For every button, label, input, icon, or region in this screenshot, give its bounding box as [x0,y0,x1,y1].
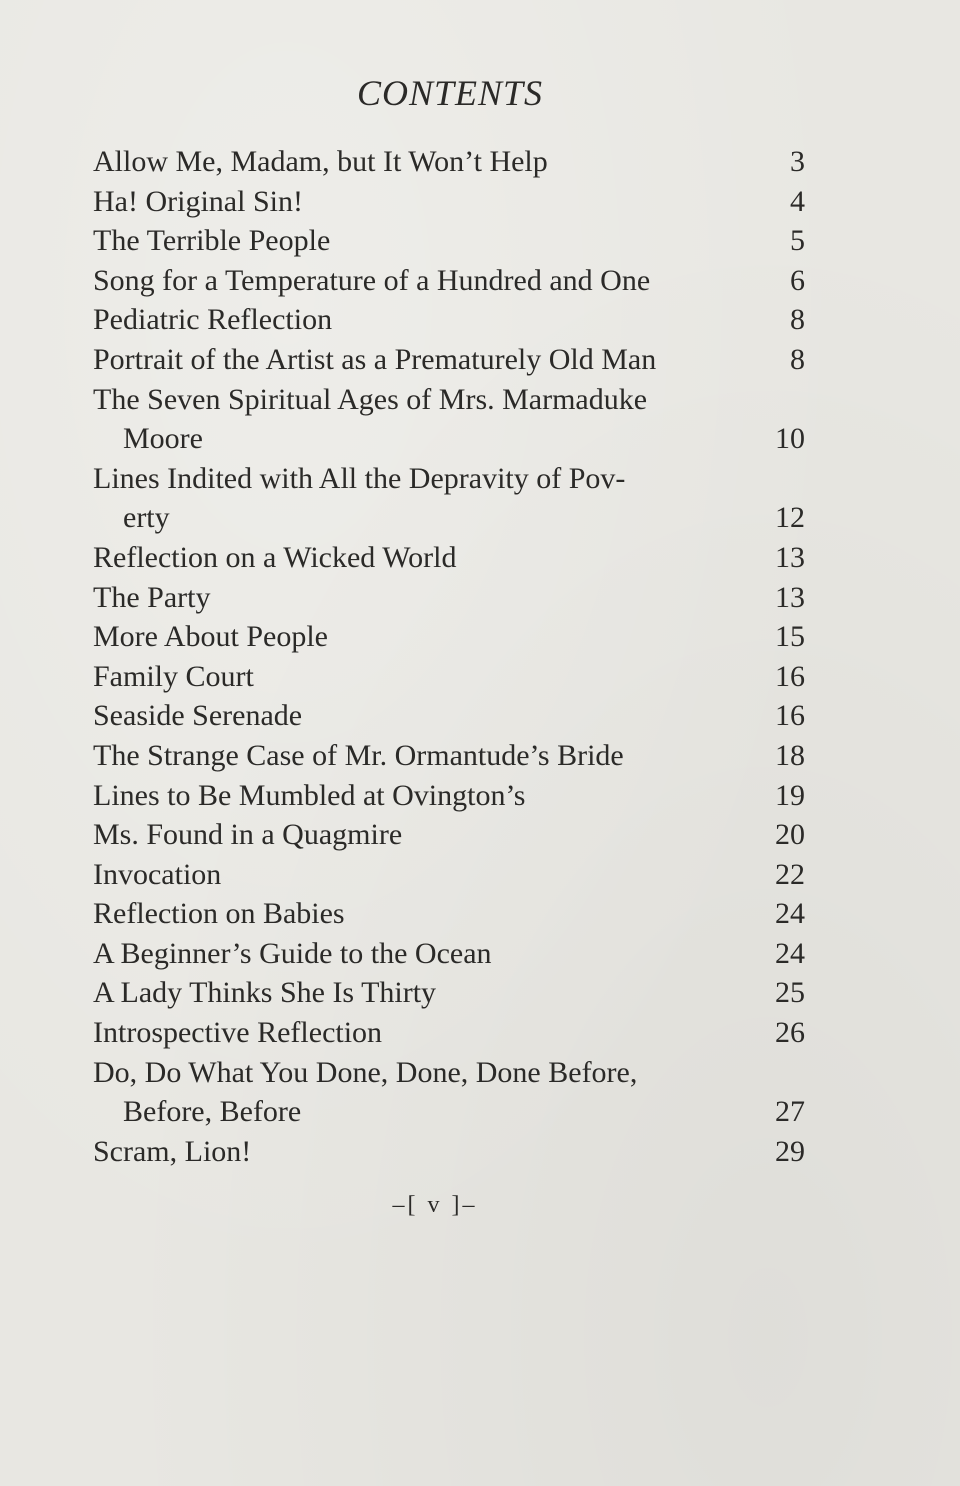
toc-entry-title: Portrait of the Artist as a Prematurely Old Man [93,342,657,376]
toc-entry-title: Do, Do What You Done, Done, Done Before, [93,1055,638,1089]
toc-entry [93,221,805,261]
toc-entry-page-number: 27 [775,1095,805,1129]
toc-entry-title: Reflection on a Wicked World [93,540,457,574]
toc-entry-title: Pediatric Reflection [93,303,333,337]
toc-entry-page-number: 13 [775,540,805,574]
toc-entry [93,776,805,816]
toc-entry-page-number: 16 [775,659,805,693]
toc-entry-page-number: 4 [790,184,805,218]
toc-entry-page-number: 19 [775,778,805,812]
toc-entry-page-number: 13 [775,580,805,614]
toc-entry-page-number: 15 [775,620,805,654]
toc-entry-title: Seaside Serenade [93,699,303,733]
toc-entry [93,736,805,776]
toc-entry-page-number: 6 [790,263,805,297]
toc-entry-title: The Terrible People [93,224,331,258]
toc-entry-title: Lines Indited with All the Depravity of Pov- [93,461,626,495]
toc-entry-page-number: 26 [775,1016,805,1050]
toc-entry-page-number: 22 [775,857,805,891]
toc-entry [93,142,805,182]
toc-entry-title: Lines to Be Mumbled at Ovington’s [93,778,526,812]
toc-entry-page-number: 8 [790,303,805,337]
toc-entry [93,696,805,736]
table-of-contents [93,142,805,1171]
toc-entry-title: Family Court [93,659,254,693]
page-folio: –[ v ]– [392,1192,478,1218]
toc-entry [93,538,805,578]
toc-entry-title: Allow Me, Madam, but It Won’t Help [93,145,548,178]
toc-entry-page-number: 8 [790,342,805,376]
toc-entry-page-number: 3 [790,145,805,178]
toc-entry-page-number: 25 [775,976,805,1010]
toc-entry-title-continued: Before, Before [123,1095,302,1129]
toc-entry [93,261,805,301]
toc-entry-page-number: 29 [775,1134,805,1168]
toc-entry-title: Scram, Lion! [93,1134,252,1168]
toc-entry-page-number: 24 [775,897,805,931]
toc-entry-title: Ha! Original Sin! [93,184,303,218]
toc-entry-title: Invocation [93,857,222,891]
toc-entry [93,578,805,618]
toc-entry [93,300,805,340]
toc-entry [93,617,805,657]
toc-entry [93,459,805,538]
toc-entry-title: A Lady Thinks She Is Thirty [93,976,437,1010]
toc-entry [93,340,805,380]
toc-entry-title: The Party [93,580,211,614]
toc-entry [93,1132,805,1172]
toc-entry [93,380,805,459]
toc-entry-title: A Beginner’s Guide to the Ocean [93,936,492,970]
toc-entry-title: Reflection on Babies [93,897,345,931]
toc-entry-page-number: 10 [775,422,805,456]
toc-entry-title: Song for a Temperature of a Hundred and One [93,263,651,297]
contents-heading: CONTENTS [356,73,544,113]
toc-entry [93,182,805,222]
toc-entry-title: The Seven Spiritual Ages of Mrs. Marmaduke [93,382,648,416]
toc-entry-title: Introspective Reflection [93,1016,383,1050]
toc-entry-page-number: 24 [775,936,805,970]
toc-entry [93,1053,805,1132]
toc-entry [93,894,805,934]
toc-entry-page-number: 5 [790,224,805,258]
toc-entry-title-continued: Moore [123,422,203,456]
toc-entry [93,855,805,895]
toc-entry [93,973,805,1013]
toc-entry [93,934,805,974]
toc-entry-page-number: 18 [775,738,805,772]
toc-entry-title: Ms. Found in a Quagmire [93,818,403,852]
toc-entry-page-number: 20 [775,818,805,852]
toc-entry-page-number: 12 [775,501,805,535]
toc-entry-title: The Strange Case of Mr. Ormantude’s Bride [93,738,624,772]
toc-entry [93,815,805,855]
toc-entry [93,1013,805,1053]
toc-entry-page-number: 16 [775,699,805,733]
toc-entry [93,657,805,697]
toc-entry-title-continued: erty [123,501,170,535]
toc-entry-title: More About People [93,620,328,654]
